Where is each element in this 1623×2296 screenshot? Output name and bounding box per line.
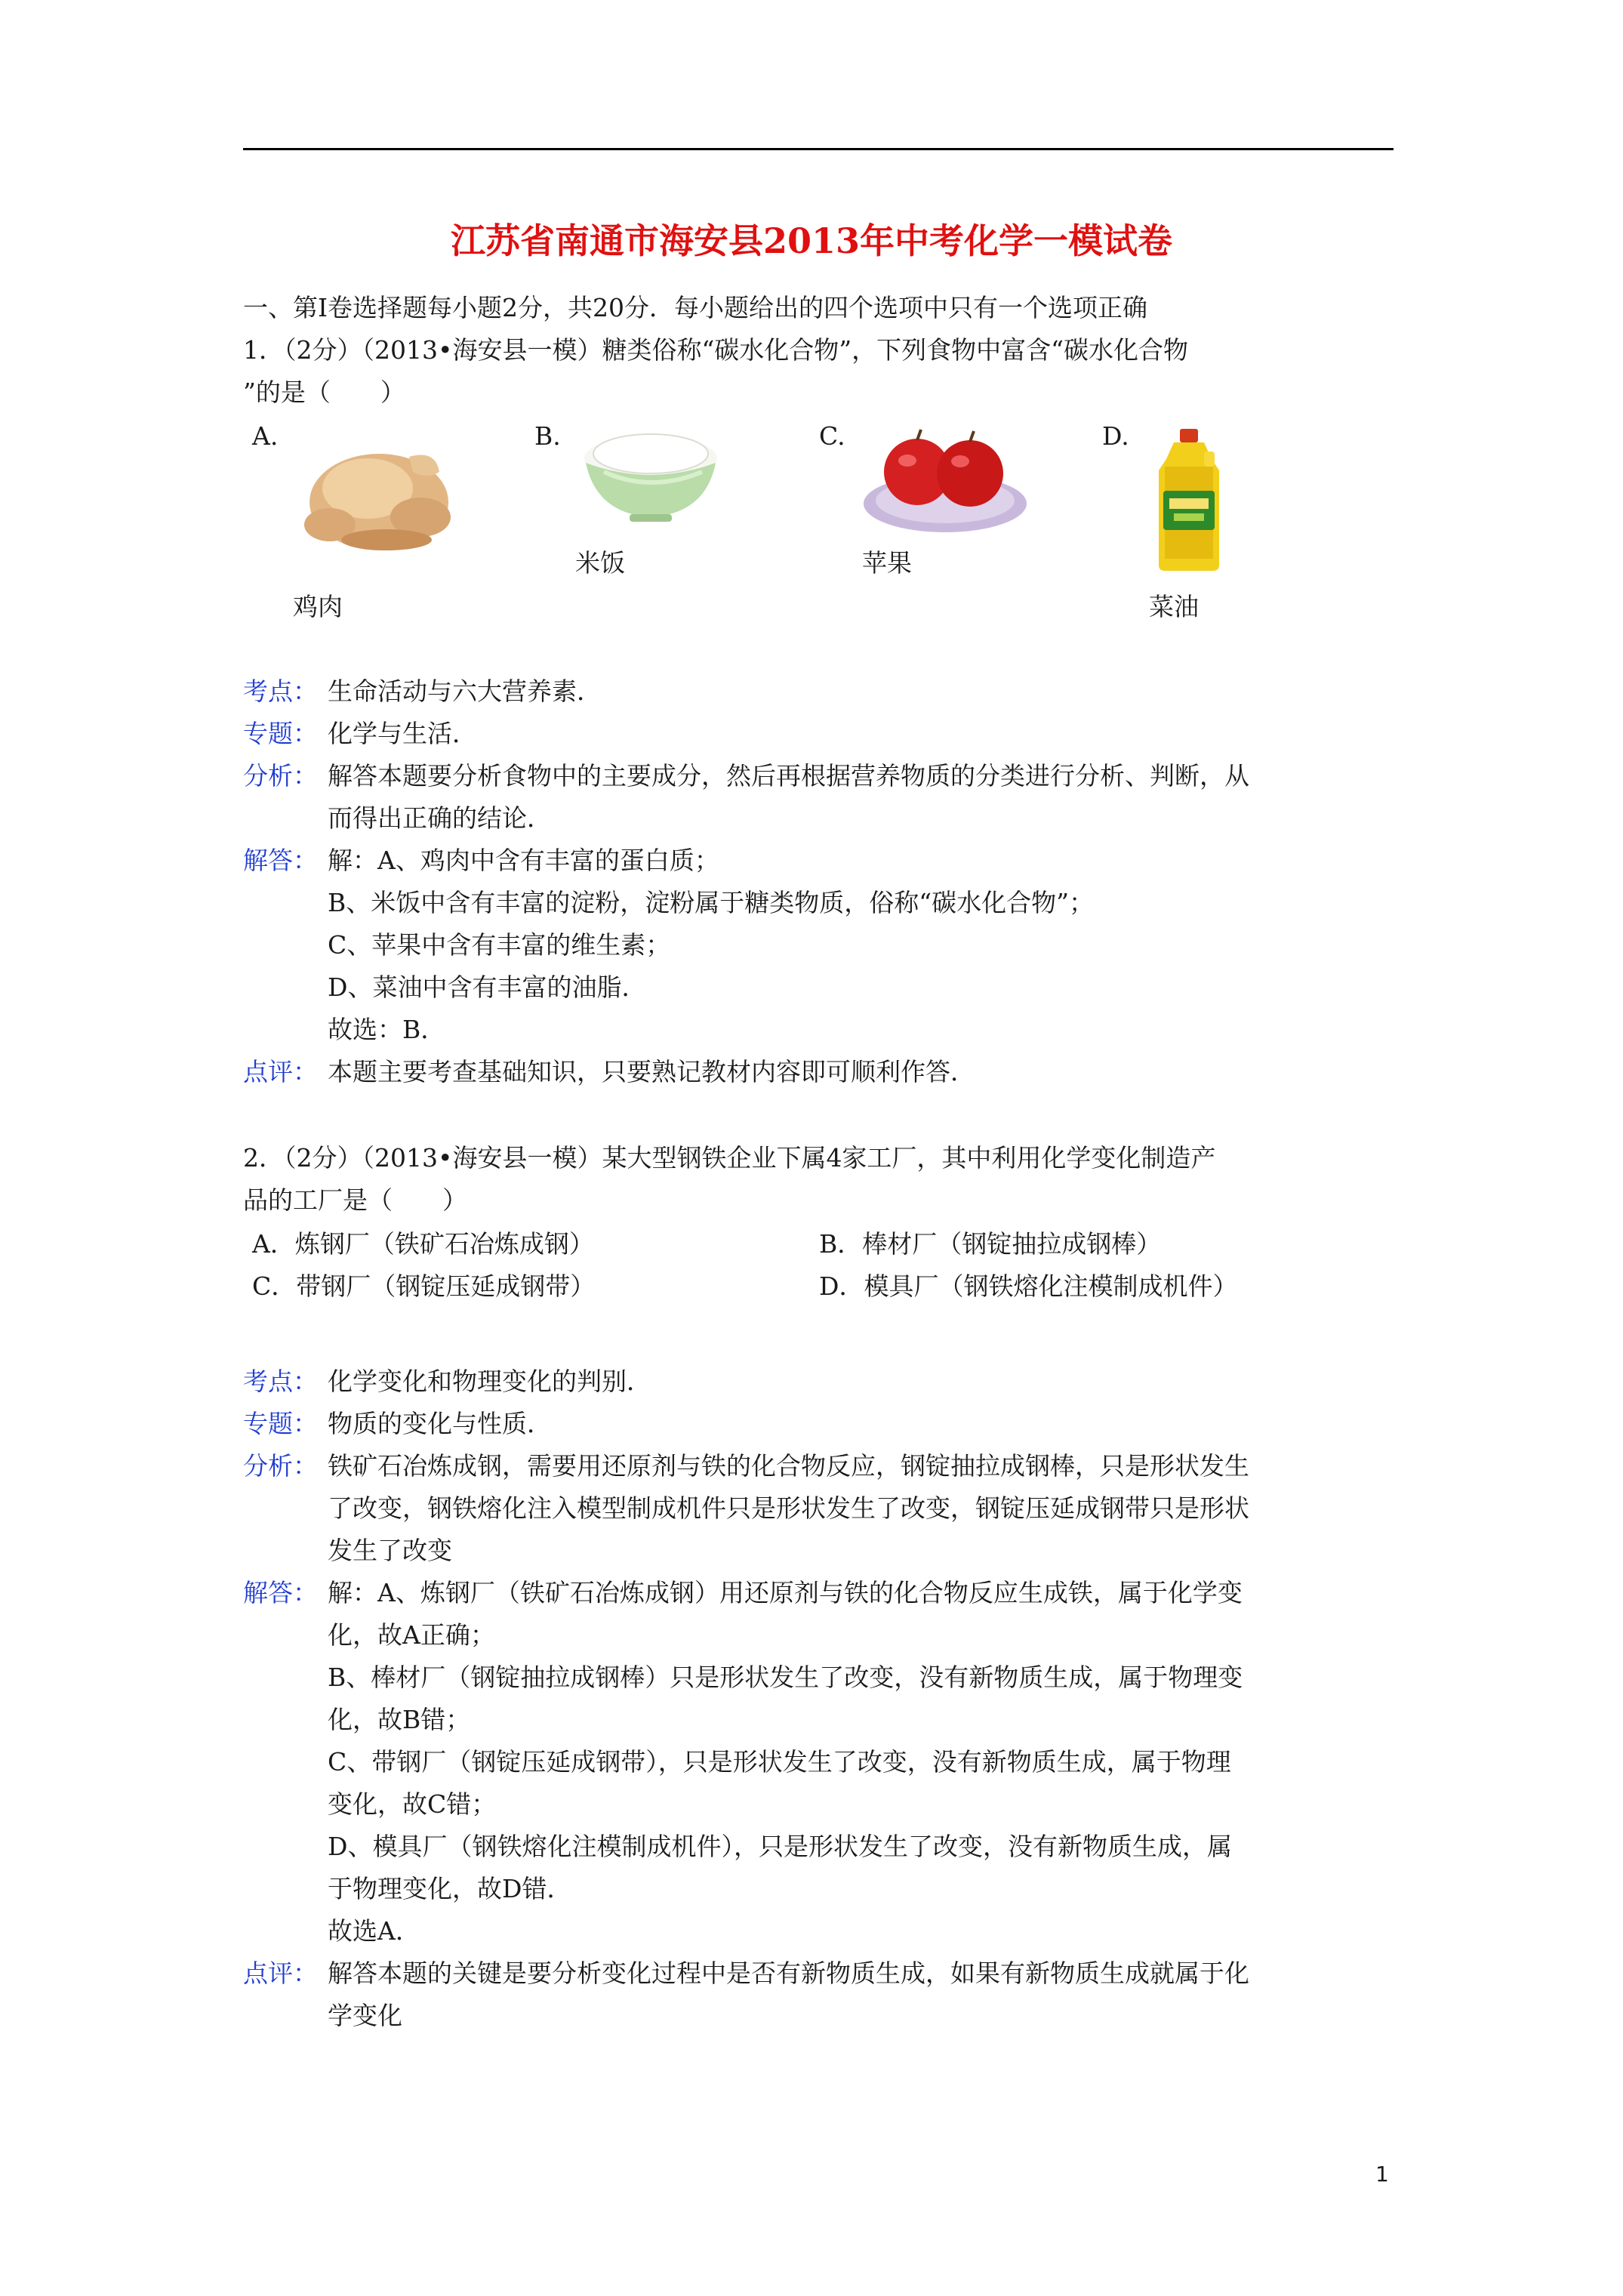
- q1-jieda-line: 故选：B．: [328, 1015, 446, 1044]
- q1-option-b-caption: 米饭: [575, 548, 625, 578]
- q1-jieda-line: C、苹果中含有丰富的维生素；: [328, 930, 671, 960]
- section-header: 一、第Ⅰ卷选择题每小题2分，共20分．每小题给出的四个选项中只有一个选项正确: [243, 293, 1148, 322]
- q1-jieda-line: D、菜油中含有丰富的油脂．: [328, 972, 647, 1002]
- q1-option-d-letter: D.: [1102, 421, 1129, 451]
- q1-fenxi-line: 解答本题要分析食物中的主要成分，然后再根据营养物质的分类进行分析、判断，从: [328, 761, 1249, 791]
- q2-jieda-line: 化，故B错；: [328, 1705, 471, 1734]
- q2-option-d: D．模具厂（钢铁熔化注模制成机件）: [819, 1271, 1238, 1301]
- q1-jieda-label: 解答：: [243, 846, 318, 875]
- q2-fenxi-line: 铁矿石冶炼成钢，需要用还原剂与铁的化合物反应，钢锭抽拉成钢棒，只是形状发生: [328, 1451, 1249, 1481]
- page-number: 1: [1375, 2162, 1389, 2187]
- q1-fenxi-label: 分析：: [243, 761, 318, 791]
- q1-stem-line2: ”的是（ ）: [243, 378, 405, 407]
- q2-jieda-line: 解：A、炼钢厂（铁矿石冶炼成钢）用还原剂与铁的化合物反应生成铁，属于化学变: [328, 1578, 1243, 1607]
- q2-jieda-line: 变化，故C错；: [328, 1789, 497, 1819]
- q1-option-c-caption: 苹果: [862, 548, 912, 578]
- q1-dianping-label: 点评：: [243, 1057, 318, 1086]
- page-title: 江苏省南通市海安县2013年中考化学一模试卷: [450, 220, 1173, 261]
- q2-fenxi-label: 分析：: [243, 1451, 318, 1481]
- apple-plate-icon: [861, 419, 1030, 536]
- q1-stem-line1: 1．（2分）（2013•海安县一模）糖类俗称“碳水化合物”，下列食物中富含“碳水化合物: [243, 335, 1189, 365]
- q2-dianping-line: 学变化: [328, 2001, 402, 2030]
- q2-kaodian: 化学变化和物理变化的判别．: [328, 1367, 651, 1396]
- q1-kaodian: 生命活动与六大营养素．: [328, 676, 602, 706]
- q1-jieda-line: 解：A、鸡肉中含有丰富的蛋白质；: [328, 846, 719, 875]
- q2-jieda-line: C、带钢厂（钢锭压延成钢带），只是形状发生了改变，没有新物质生成，属于物理: [328, 1747, 1231, 1777]
- q2-option-a: A．炼钢厂（铁矿石冶炼成钢）: [252, 1229, 594, 1259]
- q2-fenxi-line: 发生了改变: [328, 1536, 452, 1565]
- q1-option-c-letter: C.: [819, 421, 845, 451]
- rice-bowl-icon: [581, 427, 721, 525]
- q2-jieda-line: D、模具厂（钢铁熔化注模制成机件），只是形状发生了改变，没有新物质生成，属: [328, 1832, 1232, 1861]
- chicken-icon: [296, 427, 458, 562]
- oil-bottle-icon: [1151, 429, 1227, 572]
- q2-jieda-line: B、棒材厂（钢锭抽拉成钢棒）只是形状发生了改变，没有新物质生成，属于物理变: [328, 1663, 1243, 1692]
- q1-dianping: 本题主要考查基础知识，只要熟记教材内容即可顺利作答．: [328, 1057, 975, 1086]
- q2-zhuanti: 物质的变化与性质．: [328, 1409, 552, 1438]
- q2-jieda-line: 于物理变化，故D错．: [328, 1874, 572, 1903]
- q2-option-c: C．带钢厂（钢锭压延成钢带）: [252, 1271, 596, 1301]
- q2-jieda-line: 化，故A正确；: [328, 1620, 495, 1650]
- q1-option-b-letter: B.: [534, 421, 561, 451]
- q1-fenxi-line: 而得出正确的结论．: [328, 803, 552, 833]
- q2-option-b: B．棒材厂（钢锭抽拉成钢棒）: [819, 1229, 1162, 1259]
- q2-stem-line1: 2．（2分）（2013•海安县一模）某大型钢铁企业下属4家工厂，其中利用化学变化制造产: [243, 1143, 1216, 1173]
- q1-jieda-line: B、米饭中含有丰富的淀粉，淀粉属于糖类物质，俗称“碳水化合物”；: [328, 888, 1094, 917]
- q2-fenxi-line: 了改变，钢铁熔化注入模型制成机件只是形状发生了改变，钢锭压延成钢带只是形状: [328, 1493, 1249, 1523]
- q2-dianping-label: 点评：: [243, 1959, 318, 1988]
- header-rule: [243, 148, 1394, 150]
- q1-zhuanti: 化学与生活．: [328, 719, 477, 748]
- q2-jieda-line: 故选A．: [328, 1916, 420, 1946]
- q2-dianping-line: 解答本题的关键是要分析变化过程中是否有新物质生成，如果有新物质生成就属于化: [328, 1959, 1249, 1988]
- q2-zhuanti-label: 专题：: [243, 1409, 318, 1438]
- q1-option-a-caption: 鸡肉: [293, 592, 343, 621]
- q2-jieda-label: 解答：: [243, 1578, 318, 1607]
- q2-kaodian-label: 考点：: [243, 1367, 318, 1396]
- q1-kaodian-label: 考点：: [243, 676, 318, 706]
- q1-option-a-letter: A.: [252, 421, 279, 451]
- q1-zhuanti-label: 专题：: [243, 719, 318, 748]
- q2-stem-line2: 品的工厂是（ ）: [243, 1185, 467, 1215]
- q1-option-d-caption: 菜油: [1149, 592, 1199, 621]
